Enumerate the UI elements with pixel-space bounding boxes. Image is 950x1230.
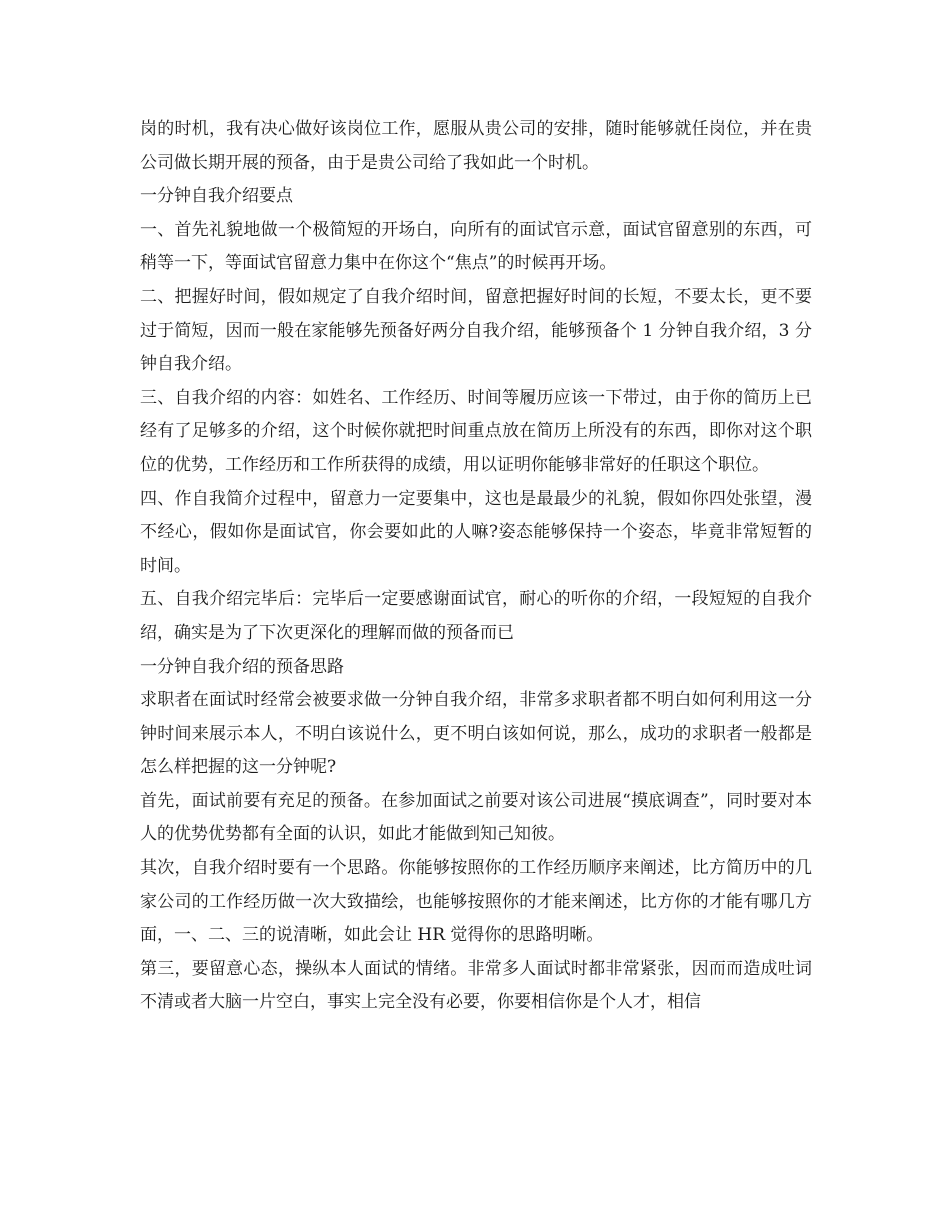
paragraph-first: 首先，面试前要有充足的预备。在参加面试之前要对该公司进展“摸底调查”，同时要对本人的优势优势都有全面的认识，如此才能做到知己知彼。: [140, 790, 812, 845]
paragraph-point-1: 一、首先礼貌地做一个极简短的开场白，向所有的面试官示意，面试官留意别的东西，可稍等一下，等面试官留意力集中在你这个“焦点”的时候再开场。: [140, 219, 812, 274]
section-heading-key-points: 一分钟自我介绍要点: [140, 186, 293, 207]
paragraph-point-4: 四、作自我简介过程中，留意力一定要集中，这也是最最少的礼貌，假如你四处张望，漫不经心，假如你是面试官，你会要如此的人嘛?姿态能够保持一个姿态，毕竟非常短暂的时间。: [140, 488, 812, 576]
paragraph-continuation: 岗的时机，我有决心做好该岗位工作，愿服从贵公司的安排，随时能够就任岗位，并在贵公司做长期开展的预备，由于是贵公司给了我如此一个时机。: [140, 119, 812, 173]
paragraph-third: 第三，要留意心态，操纵本人面试的情绪。非常多人面试时都非常紧张，因而而造成吐词不清或者大脑一片空白，事实上完全没有必要，你要相信你是个人才，相信: [140, 958, 812, 1013]
paragraph-second: 其次，自我介绍时要有一个思路。你能够按照你的工作经历顺序来阐述，比方简历中的几家公司的工作经历做一次大致描绘，也能够按照你的才能来阐述，比方你的才能有哪几方面，一、二、三的说清晰，如此会让 HR 觉得你的思路明晰。: [140, 858, 812, 946]
paragraph-intro: 求职者在面试时经常会被要求做一分钟自我介绍，非常多求职者都不明白如何利用这一分钟时间来展示本人，不明白该说什么，更不明白该如何说，那么，成功的求职者一般都是怎么样把握的这一分钟呢?: [140, 690, 812, 778]
document-body: [140, 113, 812, 1020]
paragraph-point-3: 三、自我介绍的内容：如姓名、工作经历、时间等履历应该一下带过，由于你的简历上已经有了足够多的介绍，这个时候你就把时间重点放在简历上所没有的东西，即你对这个职位的优势，工作经历和工作所获得的成绩，用以证明你能够非常好的任职这个职位。: [140, 387, 812, 475]
section-heading-preparation: 一分钟自我介绍的预备思路: [140, 656, 344, 677]
paragraph-point-5: 五、自我介绍完毕后：完毕后一定要感谢面试官，耐心的听你的介绍，一段短短的自我介绍，确实是为了下次更深化的理解而做的预备而已: [140, 589, 812, 643]
paragraph-point-2: 二、把握好时间，假如规定了自我介绍时间，留意把握好时间的长短，不要太长，更不要过于简短，因而一般在家能够先预备好两分自我介绍，能够预备个 1 分钟自我介绍，3 分钟自我介绍。: [140, 286, 812, 375]
